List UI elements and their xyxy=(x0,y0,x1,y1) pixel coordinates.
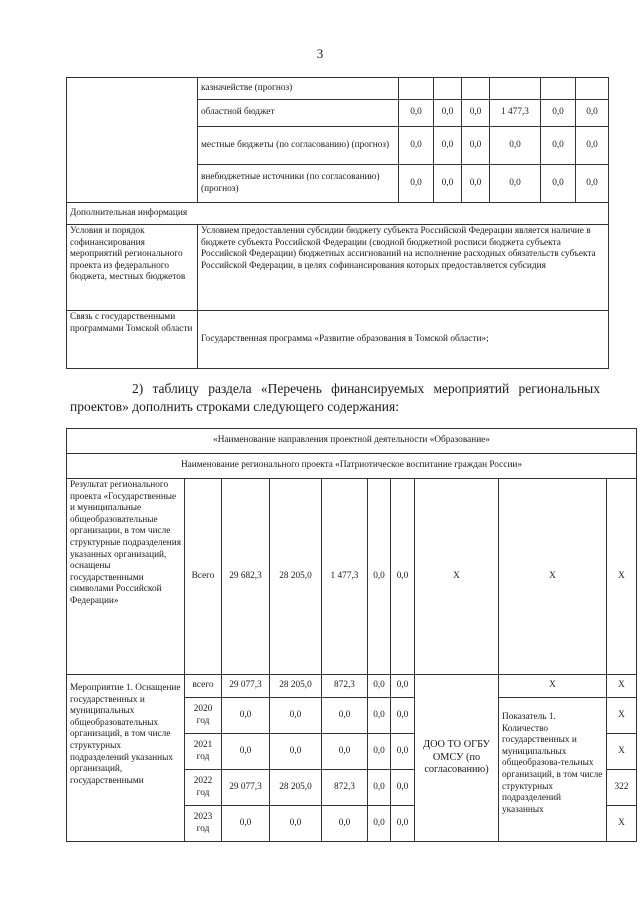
measure-row: Мероприятие 1. Оснащение государственных и муниципальных общеобразовательных организаций, в том числе структурных подразделений указанных организаций, государственными всего 29 077,3 28 205,0 872,3 0,0 0,0 ДОО ТО ОГБУ ОМСУ (по согласованию) Х Х xyxy=(67,675,637,698)
measure-row: 2023 год 0,0 0,0 0,0 0,0 0,0 Х xyxy=(67,806,637,842)
project-header: Наименование регионального проекта «Патриотическое воспитание граждан России» xyxy=(67,454,637,479)
table-row: областной бюджет 0,0 0,0 0,0 1 477,3 0,0 0,0 xyxy=(67,100,609,127)
additional-info-header: Дополнительная информация xyxy=(67,203,609,225)
executor: ДОО ТО ОГБУ ОМСУ (по согласованию) xyxy=(415,675,499,842)
table-row xyxy=(67,78,609,100)
conditions-text: Условием предоставления субсидии бюджету субъекта Российской Федерации является наличие в бюджете субъекта Российской Федерации (сводной бюджетной росписи бюджета субъекта Российской Федерации) бюджетных ассигнований на исполнение расходных обязательств субъекта Российской Федерации, в целях софинансирования которых предоставляется субсидия xyxy=(198,225,609,311)
row-label: внебюджетные источники (по согласованию) (прогноз) xyxy=(198,165,399,203)
program-link-text: Государственная программа «Развитие образования в Томской области»; xyxy=(198,311,609,369)
measures-table xyxy=(66,428,637,842)
result-row: Результат регионального проекта «Государственные и муниципальные общеобразовательные организации, в том числе структурные подразделения указанных организаций, оснащены государственными символами Российской Федерации» Всего 29 682,3 28 205,0 1 477,3 0,0 0,0 Х Х Х xyxy=(67,479,637,675)
result-label: Результат регионального проекта «Государственные и муниципальные общеобразовательные организации, в том числе структурные подразделения указанных организаций, оснащены государственными символами Российской Федерации» xyxy=(67,479,185,675)
measure-row: 2020 год 0,0 0,0 0,0 0,0 0,0 Показатель 1. Количество государственных и муниципальных общеобразова-тельных организаций, в том числе структурных подразделений указанных Х xyxy=(67,698,637,734)
row-label: казначействе (прогноз) xyxy=(198,78,399,100)
funding-table xyxy=(66,77,609,369)
amendment-paragraph xyxy=(70,380,600,416)
indicator-label: Показатель 1. Количество государственных и муниципальных общеобразова-тельных организаций, в том числе структурных подразделений указанных xyxy=(499,698,607,842)
row-label: местные бюджеты (по согласованию) (прогноз) xyxy=(198,127,399,165)
row-label: областной бюджет xyxy=(198,100,399,127)
table-row: внебюджетные источники (по согласованию) (прогноз) 0,0 0,0 0,0 0,0 0,0 0,0 xyxy=(67,165,609,203)
paragraph-line-1: 2) таблицу раздела «Перечень финансируемых мероприятий региональных xyxy=(132,381,600,396)
paragraph-line-2: проектов» дополнить строками следующего содержания: xyxy=(70,399,399,414)
table-row: местные бюджеты (по согласованию) (прогноз) 0,0 0,0 0,0 0,0 0,0 0,0 xyxy=(67,127,609,165)
conditions-label: Условия и порядок софинансирования мероприятий регионального проекта из федерального бюджета, местных бюджетов xyxy=(67,225,198,311)
measure-row: 2021 год 0,0 0,0 0,0 0,0 0,0 Х xyxy=(67,734,637,770)
program-link-label: Связь с государственными программами Томской области xyxy=(67,311,198,369)
measure-row: 2022 год 29 077,3 28 205,0 872,3 0,0 0,0 322 xyxy=(67,770,637,806)
measure-label: Мероприятие 1. Оснащение государственных и муниципальных общеобразовательных организаций, в том числе структурных подразделений указанных организаций, государственными xyxy=(67,675,185,842)
page-number: 3 xyxy=(316,46,324,61)
direction-header: «Наименование направления проектной деятельности «Образование» xyxy=(67,429,637,454)
